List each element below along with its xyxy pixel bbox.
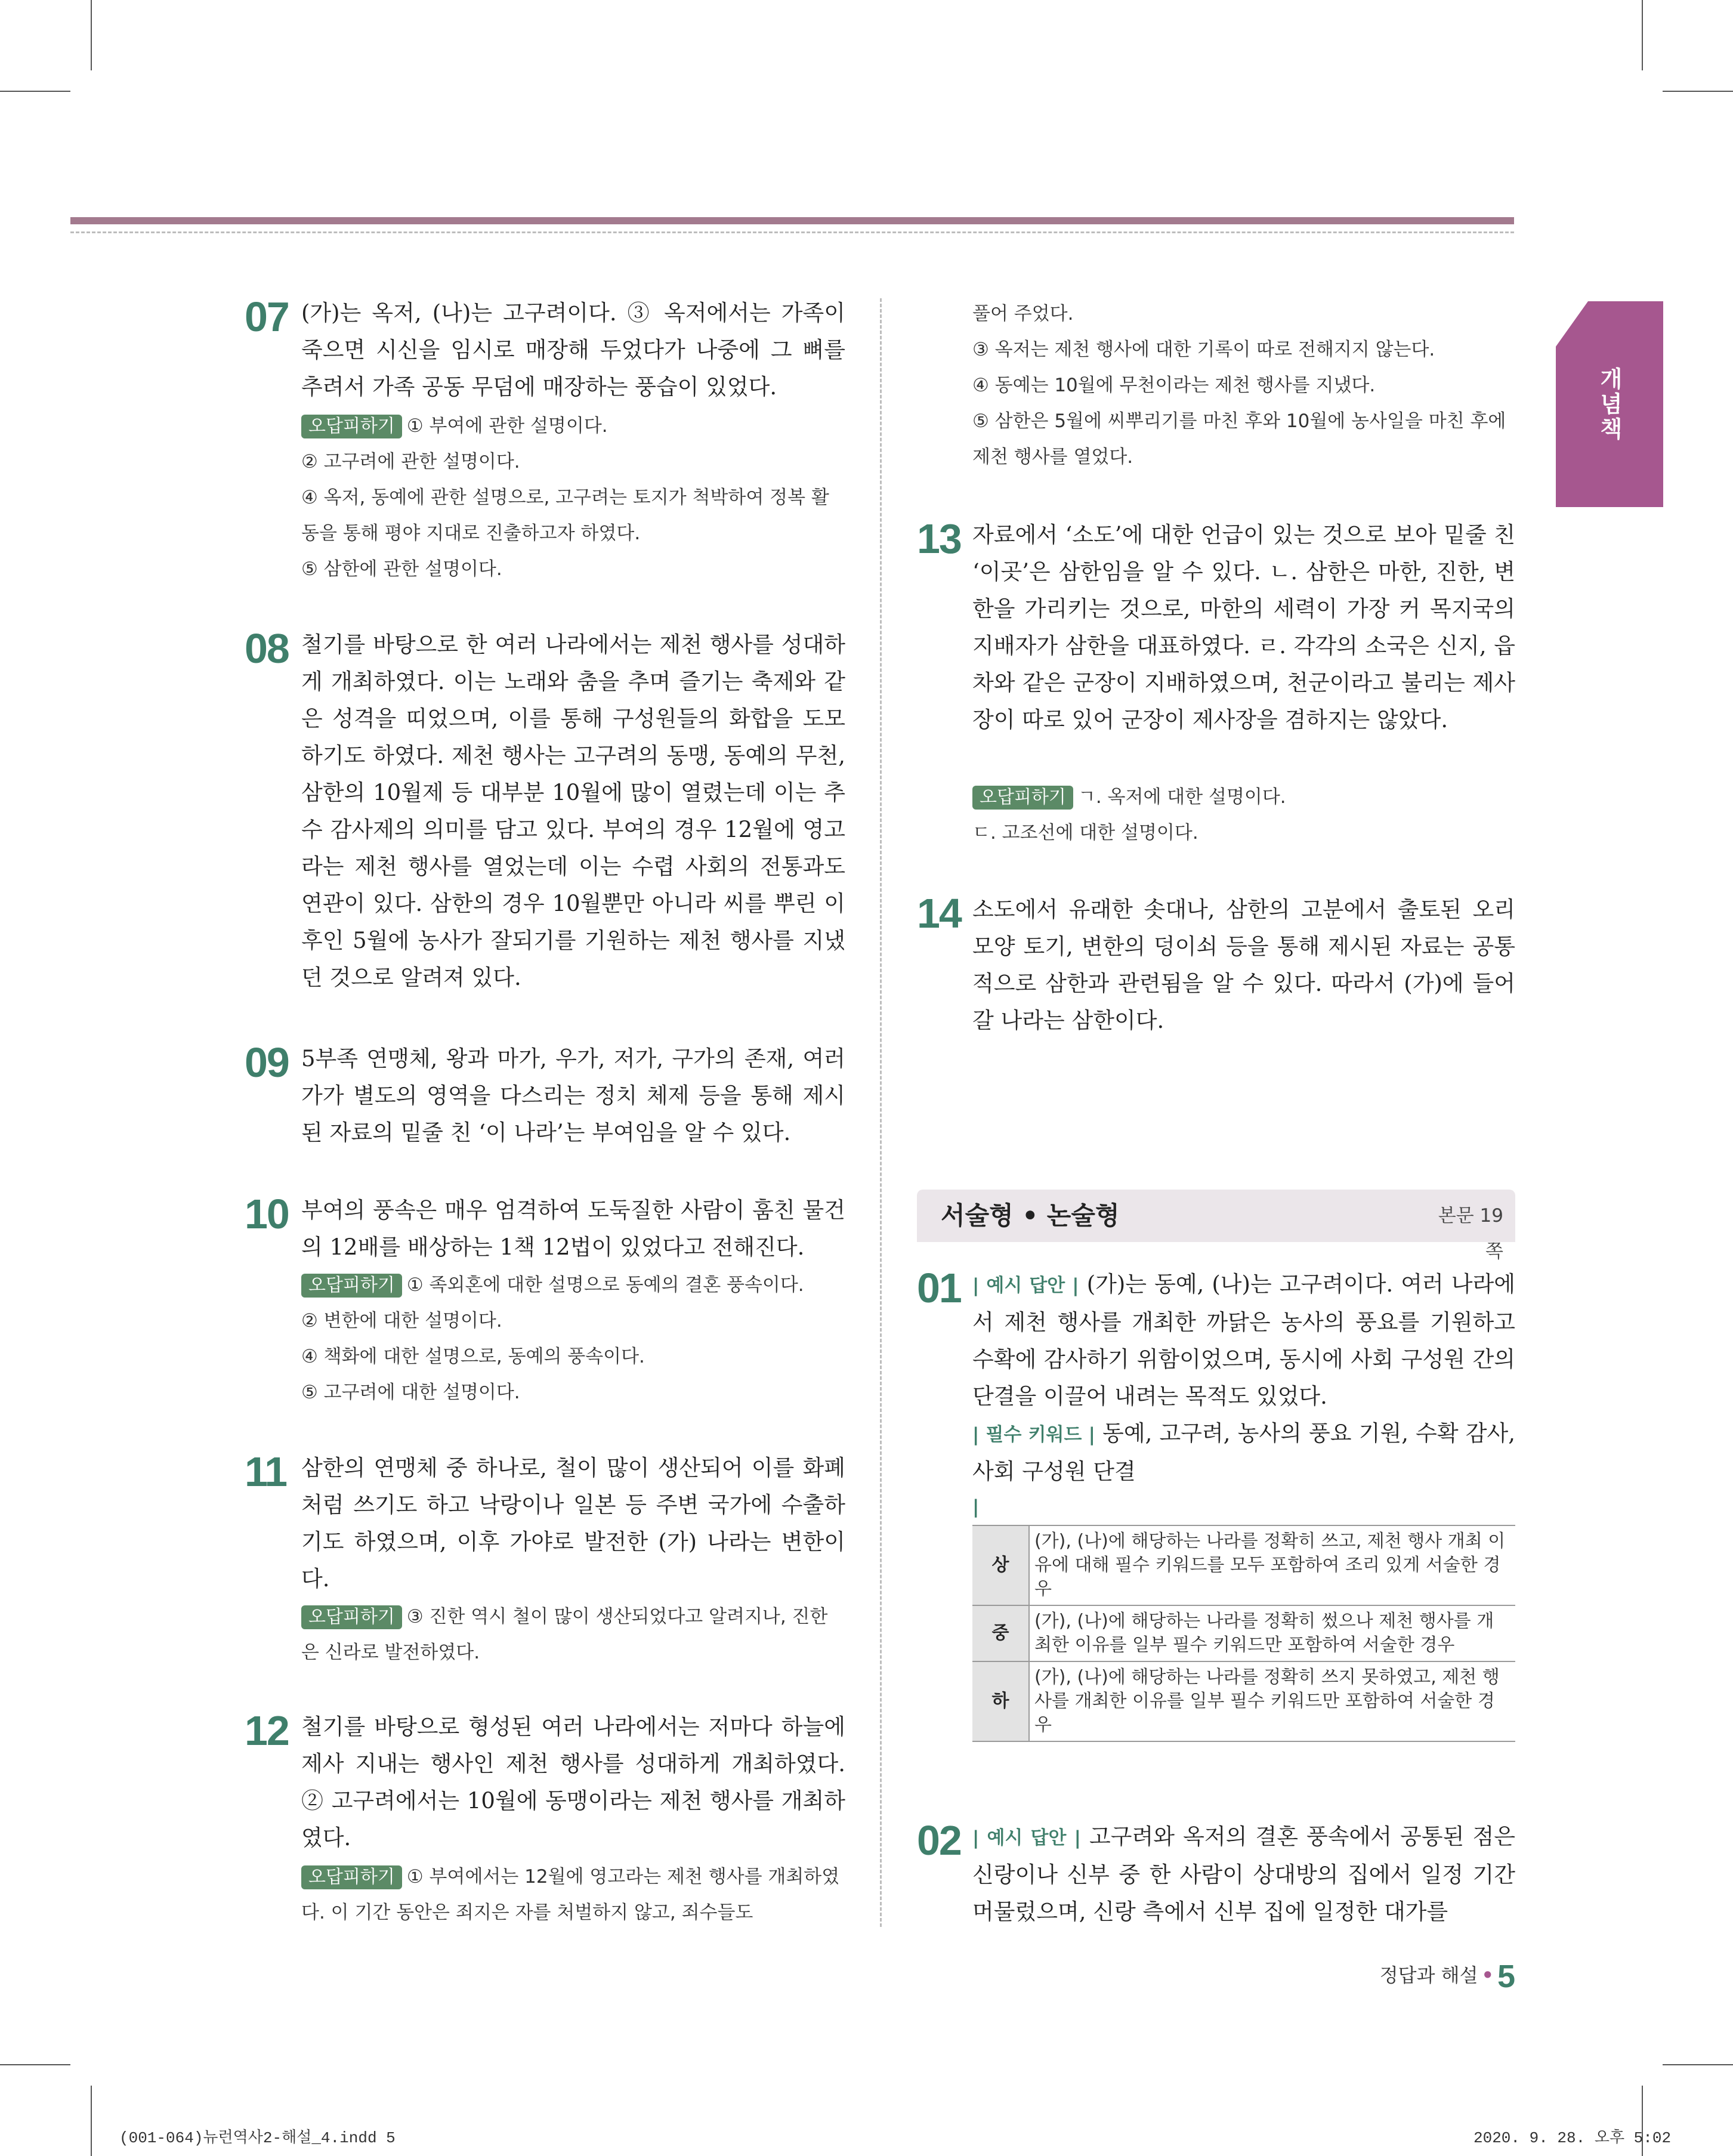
question-text: 철기를 바탕으로 형성된 여러 나라에서는 저마다 하늘에 제사 지내는 행사인 제천 행사를 성대하게 개최하였다. ② 고구려에서는 10월에 동맹이라는 제천 행사를 개최하였다. [301, 1714, 845, 1851]
note-lines: ② 고구려에 관한 설명이다. ④ 옥저, 동예에 관한 설명으로, 고구려는 토지가 척박하여 정복 활동을 통해 평야 지대로 진출하고자 하였다. ⑤ 삼한에 관한 설명이다. [301, 451, 829, 580]
footer-label: 정답과 해설 [1379, 1964, 1478, 1987]
question-number: 07 [245, 294, 289, 340]
criteria-cell: (가), (나)에 해당하는 나라를 정확히 썼으나 제천 행사를 개최한 이유를 일부 필수 키워드만 포함하여 서술한 경우 [1029, 1605, 1515, 1661]
question-text: 5부족 연맹체, 왕과 마가, 우가, 저가, 구가의 존재, 여러 가가 별도의 영역을 다스리는 정치 체제 등을 통해 제시된 자료의 밑줄 친 ‘이 나라’는 부여임을 알 수 있다. [301, 1046, 845, 1145]
criteria-cell: (가), (나)에 해당하는 나라를 정확히 쓰고, 제천 행사 개최 이유에 대해 필수 키워드를 모두 포함하여 조리 있게 서술한 경우 [1029, 1525, 1515, 1605]
example-answer-label: | 예시 답안 | [972, 1275, 1079, 1296]
column-divider [880, 298, 882, 1927]
wrong-answer-note [301, 1859, 845, 1930]
question-number: 11 [245, 1448, 286, 1495]
example-answer-text: (가)는 동예, (나)는 고구려이다. 여러 나라에서 제천 행사를 개최한 까닭은 농사의 풍요를 기원하고 수확에 감사하기 위함이었으며, 동시에 사회 구성원 간의 단결을 이끌어 내려는 목적도 있었다. [972, 1271, 1515, 1409]
wrong-answer-badge: 오답피하기 [301, 415, 402, 438]
page-footer [1372, 1958, 1515, 1995]
criteria-cell: (가), (나)에 해당하는 나라를 정확히 쓰지 못하였고, 제천 행사를 개최한 이유를 일부 필수 키워드만 포함하여 서술한 경우 [1029, 1661, 1515, 1741]
note-lines: ② 변한에 대한 설명이다. ④ 책화에 대한 설명으로, 동예의 풍속이다. ⑤ 고구려에 대한 설명이다. [301, 1310, 645, 1403]
header-dashed-rule [70, 231, 1514, 233]
question-number: 08 [245, 625, 289, 672]
criteria-row [972, 1605, 1515, 1661]
crop-mark [1663, 2064, 1733, 2065]
side-tab-label-wrap [1556, 301, 1663, 507]
section-title: 서술형 • 논술형 [941, 1201, 1120, 1230]
wrong-answer-badge: 오답피하기 [301, 1605, 402, 1629]
keyword-text: 동예, 고구려, 농사의 풍요 기원, 수확 감사, 사회 구성원 단결 [972, 1420, 1515, 1484]
example-answer-label: | 예시 답안 | [972, 1827, 1081, 1849]
wrong-answer-note [972, 779, 1515, 851]
crop-mark [91, 0, 92, 70]
slug-file: (001-064)뉴런역사2-해설_4.indd 5 [119, 2129, 396, 2147]
note-first-line: ㄱ. 옥저에 대한 설명이다. [1077, 786, 1286, 808]
example-answer-text: 고구려와 옥저의 결혼 풍속에서 공통된 점은 신랑이나 신부 중 한 사람이 상대방의 집에서 일정 기간 머물렀으며, 신랑 측에서 신부 집에 일정한 대가를 [972, 1824, 1515, 1925]
question-12-continued: 풀어 주었다. ③ 옥저는 제천 행사에 대한 기록이 따로 전해지지 않는다. ④ 동예는 10월에 무천이라는 제천 행사를 지냈다. ⑤ 삼한은 5월에 씨뿌리기를 마친 후와 10월에 농사일을 마친 후에 제천 행사를 열었다. [972, 303, 1506, 468]
wrong-answer-badge: 오답피하기 [301, 1274, 402, 1298]
criteria-label: | [972, 1496, 980, 1518]
question-number: 13 [917, 515, 961, 562]
keyword-label: | 필수 키워드 | [972, 1424, 1095, 1445]
wrong-answer-badge: 오답피하기 [301, 1865, 402, 1889]
wrong-answer-note [301, 1599, 845, 1670]
header-rule [70, 217, 1514, 224]
question-number: 10 [245, 1191, 289, 1237]
question-number: 14 [917, 890, 961, 937]
criteria-table [972, 1525, 1515, 1742]
note-first-line: ① 부여에서는 12월에 영고라는 제천 행사를 개최하였다. 이 기간 동안은 죄지은 자를 처벌하지 않고, 죄수들도 [301, 1866, 840, 1923]
question-text: 소도에서 유래한 솟대나, 삼한의 고분에서 출토된 오리 모양 토기, 변한의 덩이쇠 등을 통해 제시된 자료는 공통적으로 삼한과 관련됨을 알 수 있다. 따라서 (가)에 들어갈 나라는 삼한이다. [972, 897, 1515, 1033]
question-number: 01 [917, 1265, 961, 1311]
crop-mark [0, 2064, 70, 2065]
grade-cell: 상 [972, 1525, 1029, 1605]
question-text: 삼한의 연맹체 중 하나로, 철이 많이 생산되어 이를 화폐처럼 쓰기도 하고 낙랑이나 일본 등 주변 국가에 수출하기도 하였으며, 이후 가야로 발전한 (가) 나라는 변한이다. [301, 1455, 845, 1592]
wrong-answer-badge: 오답피하기 [972, 786, 1073, 810]
wrong-answer-note [301, 408, 845, 587]
question-number: 02 [917, 1817, 961, 1864]
note-first-line: ③ 진한 역시 철이 많이 생산되었다고 알려지나, 진한은 신라로 발전하였다. [301, 1606, 828, 1663]
question-text: (가)는 옥저, (나)는 고구려이다. ③ 옥저에서는 가족이 죽으면 시신을 임시로 매장해 두었다가 나중에 그 뼈를 추려서 가족 공동 무덤에 매장하는 풍습이 있었다. [301, 300, 845, 400]
note-first-line: ① 족외혼에 대한 설명으로 동예의 결혼 풍속이다. [406, 1274, 804, 1296]
question-text: 자료에서 ‘소도’에 대한 언급이 있는 것으로 보아 밑줄 친 ‘이곳’은 삼한임을 알 수 있다. ㄴ. 삼한은 마한, 진한, 변한을 가리키는 것으로, 마한의 세력이 가장 커 목지국의 지배자가 삼한을 대표하였다. ㄹ. 각각의 소국은 신지, 읍차와 같은 군장이 지배하였으며, 천군이라고 불리는 제사장이 따로 있어 군장이 제사장을 겸하지는 않았다. [972, 522, 1515, 733]
crop-mark [1663, 91, 1733, 92]
page-number: 5 [1497, 1959, 1515, 1994]
crop-mark [0, 91, 70, 92]
note-first-line: ① 부여에 관한 설명이다. [406, 415, 608, 437]
question-text: 부여의 풍속은 매우 엄격하여 도둑질한 사람이 훔친 물건의 12배를 배상하는 1책 12법이 있었다고 전해진다. [301, 1197, 845, 1260]
section-page-ref: 본문 19쪽 [1438, 1205, 1503, 1262]
side-tab-label: 개념책 [1596, 366, 1623, 442]
answer-block [972, 1266, 1515, 1490]
criteria-row [972, 1525, 1515, 1605]
criteria-row [972, 1661, 1515, 1741]
question-number: 12 [245, 1707, 289, 1754]
slug-date: 2020. 9. 28. 오후 5:02 [1473, 2129, 1672, 2147]
note-lines: ㄷ. 고조선에 대한 설명이다. [972, 822, 1198, 844]
crop-mark [91, 2086, 92, 2156]
answer-block [972, 1818, 1515, 1930]
question-number: 09 [245, 1039, 289, 1086]
grade-cell: 중 [972, 1605, 1029, 1661]
wrong-answer-note [301, 1267, 845, 1410]
crop-mark [1642, 0, 1643, 70]
question-text: 철기를 바탕으로 한 여러 나라에서는 제천 행사를 성대하게 개최하였다. 이는 노래와 춤을 추며 즐기는 축제와 같은 성격을 띠었으며, 이를 통해 구성원들의 화합을 도모하기도 하였다. 제천 행사는 고구려의 동맹, 동예의 무천, 삼한의 10월제 등 대부분 10월에 많이 열렸는데 이는 추수 감사제의 의미를 담고 있다. 부여의 경우 12월에 영고라는 제천 행사를 열었는데 이는 수렵 사회의 전통과도 연관이 있다. 삼한의 경우 10월뿐만 아니라 씨를 뿌린 이후인 5월에 농사가 잘되기를 기원하는 제천 행사를 지냈던 것으로 알려져 있다. [301, 632, 845, 990]
footer-dot: • [1481, 1964, 1494, 1987]
grade-cell: 하 [972, 1661, 1029, 1741]
